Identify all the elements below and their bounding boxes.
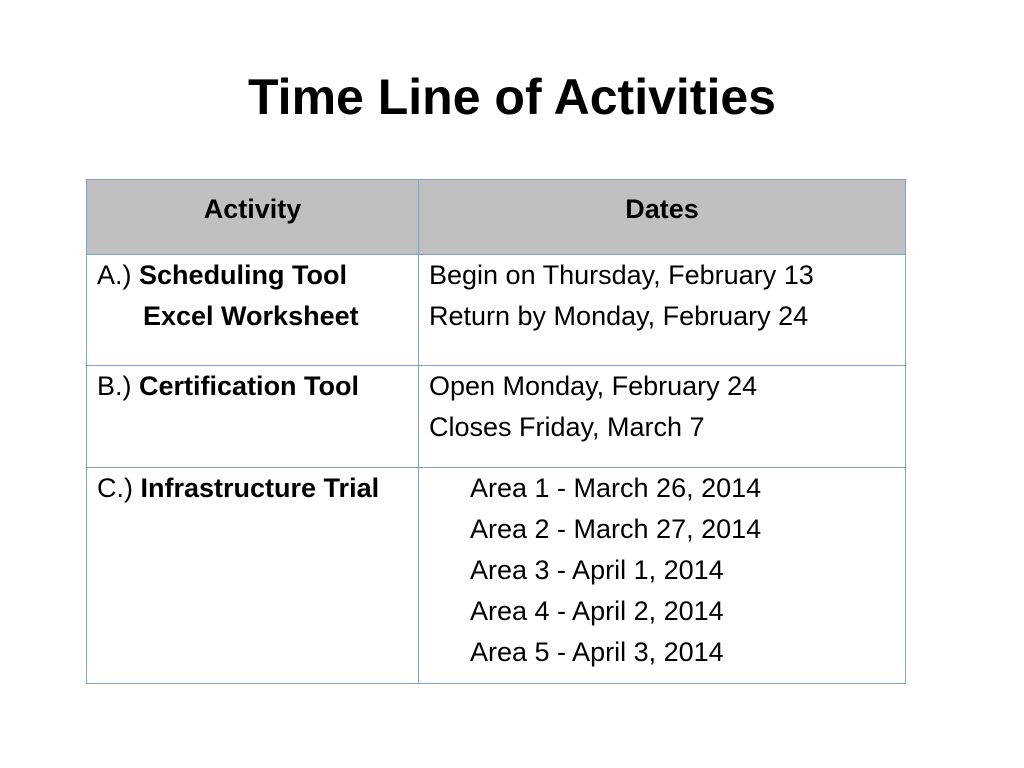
dates-cell [419,366,906,468]
activity-cell [87,366,419,468]
dates-cell [419,468,906,684]
date-line: Open Monday, February 24 [429,371,758,401]
date-line: Closes Friday, March 7 [429,412,705,442]
date-line: Return by Monday, February 24 [429,301,809,331]
table-row [87,255,906,366]
table-header-row [87,180,906,255]
activity-name: Infrastructure Trial [140,473,380,503]
timeline-table [86,179,906,684]
table-row [87,366,906,468]
area-date-line: Area 2 - March 27, 2014 [470,514,762,544]
slide-title: Time Line of Activities [248,69,776,125]
activity-prefix: B.) [97,371,132,401]
activity-cell [87,468,419,684]
activity-prefix: A.) [97,260,132,290]
activity-prefix: C.) [97,473,133,503]
activity-name: Scheduling Tool [139,260,348,290]
column-header-activity: Activity [87,180,419,255]
area-date-line: Area 4 - April 2, 2014 [470,596,724,626]
area-date-line: Area 3 - April 1, 2014 [470,555,724,585]
dates-cell [419,255,906,366]
column-header-dates: Dates [419,180,906,255]
area-date-line: Area 5 - April 3, 2014 [470,637,724,667]
table-row [87,468,906,684]
area-date-list [429,468,895,673]
date-line: Begin on Thursday, February 13 [429,260,814,290]
activity-name-continued: Excel Worksheet [143,301,359,331]
area-date-line: Area 1 - March 26, 2014 [470,473,762,503]
activity-name: Certification Tool [139,371,360,401]
activity-cell [87,255,419,366]
